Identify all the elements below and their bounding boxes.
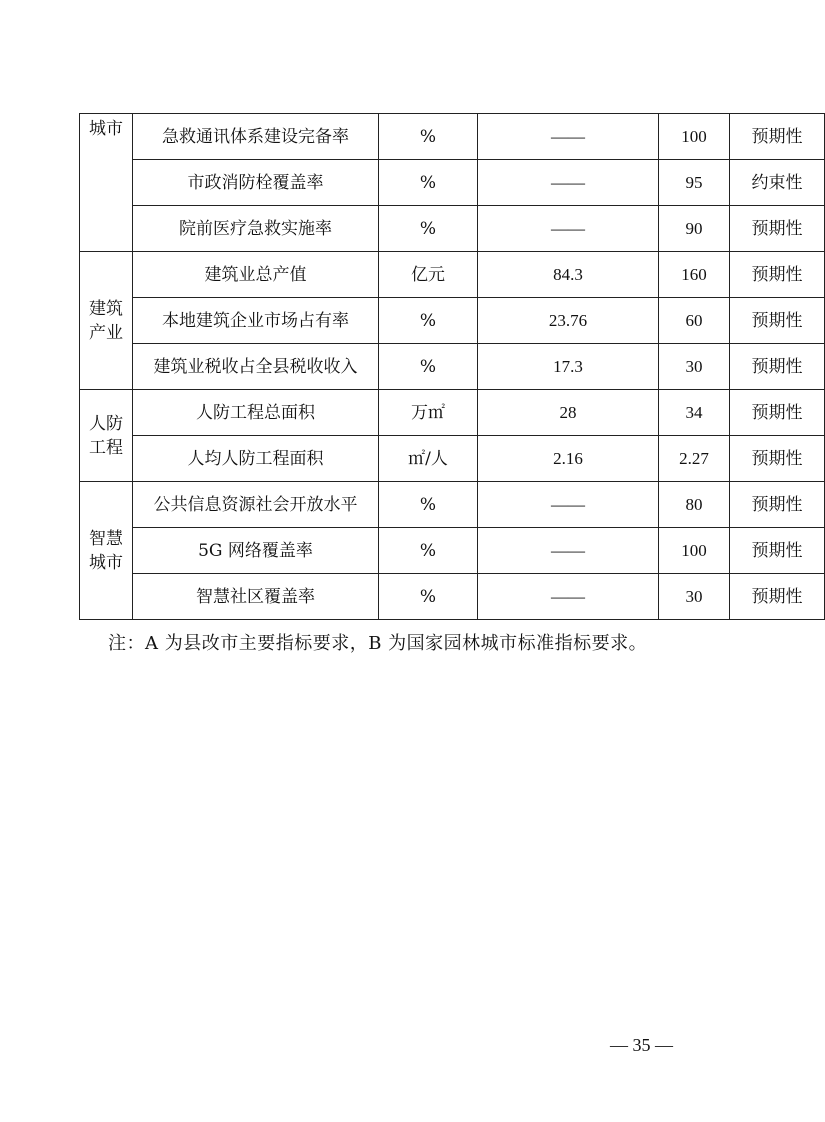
base-value-cell: —— — [478, 574, 659, 620]
indicator-type-cell: 预期性 — [730, 528, 825, 574]
indicator-type-cell: 约束性 — [730, 160, 825, 206]
indicator-type-cell: 预期性 — [730, 344, 825, 390]
category-label: 人防工程 — [89, 413, 123, 458]
category-cell — [80, 252, 133, 390]
indicator-type-cell: 预期性 — [730, 252, 825, 298]
base-value-cell: —— — [478, 114, 659, 160]
table-row — [80, 390, 825, 436]
unit-cell: % — [379, 298, 478, 344]
category-cell — [80, 482, 133, 620]
base-value-cell: 84.3 — [478, 252, 659, 298]
page-number: — 35 — — [610, 1035, 673, 1055]
table-row — [80, 528, 825, 574]
target-value-cell: 100 — [659, 114, 730, 160]
indicator-type-cell: 预期性 — [730, 206, 825, 252]
unit-cell: % — [379, 160, 478, 206]
unit-cell: 万㎡ — [379, 390, 478, 436]
target-value-cell: 30 — [659, 574, 730, 620]
indicator-name-cell: 院前医疗急救实施率 — [133, 206, 379, 252]
indicator-type-cell: 预期性 — [730, 390, 825, 436]
target-value-cell: 34 — [659, 390, 730, 436]
table-row — [80, 436, 825, 482]
indicator-name-cell: 建筑业总产值 — [133, 252, 379, 298]
table-row — [80, 206, 825, 252]
unit-cell: % — [379, 206, 478, 252]
category-cell: 城市 — [80, 114, 133, 252]
base-value-cell: —— — [478, 482, 659, 528]
indicator-name-cell: 5G 网络覆盖率 — [133, 528, 379, 574]
table-row — [80, 160, 825, 206]
indicator-type-cell: 预期性 — [730, 482, 825, 528]
indicator-name-cell: 公共信息资源社会开放水平 — [133, 482, 379, 528]
target-value-cell: 2.27 — [659, 436, 730, 482]
target-value-cell: 160 — [659, 252, 730, 298]
category-label: 建筑产业 — [89, 298, 123, 343]
base-value-cell: —— — [478, 528, 659, 574]
table-row — [80, 344, 825, 390]
category-label: 智慧城市 — [89, 528, 123, 573]
target-value-cell: 60 — [659, 298, 730, 344]
table-note: 注：A 为县改市主要指标要求，B 为国家园林城市标准指标要求。 — [108, 633, 648, 654]
unit-cell: % — [379, 114, 478, 160]
unit-cell: % — [379, 344, 478, 390]
base-value-cell: —— — [478, 206, 659, 252]
base-value-cell: —— — [478, 160, 659, 206]
category-cell — [80, 390, 133, 482]
target-value-cell: 95 — [659, 160, 730, 206]
indicator-name-cell: 建筑业税收占全县税收收入 — [133, 344, 379, 390]
indicator-name-cell: 急救通讯体系建设完备率 — [133, 114, 379, 160]
table-row — [80, 252, 825, 298]
base-value-cell: 17.3 — [478, 344, 659, 390]
table-row — [80, 574, 825, 620]
base-value-cell: 23.76 — [478, 298, 659, 344]
indicator-type-cell: 预期性 — [730, 574, 825, 620]
indicator-name-cell: 智慧社区覆盖率 — [133, 574, 379, 620]
base-value-cell: 28 — [478, 390, 659, 436]
indicator-type-cell: 预期性 — [730, 436, 825, 482]
table-row — [80, 482, 825, 528]
target-value-cell: 90 — [659, 206, 730, 252]
target-value-cell: 30 — [659, 344, 730, 390]
unit-cell: ㎡/人 — [379, 436, 478, 482]
indicator-name-cell: 人防工程总面积 — [133, 390, 379, 436]
unit-cell: % — [379, 528, 478, 574]
target-value-cell: 100 — [659, 528, 730, 574]
indicator-name-cell: 人均人防工程面积 — [133, 436, 379, 482]
indicator-name-cell: 本地建筑企业市场占有率 — [133, 298, 379, 344]
indicator-type-cell: 预期性 — [730, 298, 825, 344]
base-value-cell: 2.16 — [478, 436, 659, 482]
indicator-table — [79, 113, 825, 620]
unit-cell: % — [379, 482, 478, 528]
target-value-cell: 80 — [659, 482, 730, 528]
table-row — [80, 298, 825, 344]
unit-cell: % — [379, 574, 478, 620]
unit-cell: 亿元 — [379, 252, 478, 298]
table-row — [80, 114, 825, 160]
indicator-name-cell: 市政消防栓覆盖率 — [133, 160, 379, 206]
indicator-type-cell: 预期性 — [730, 114, 825, 160]
